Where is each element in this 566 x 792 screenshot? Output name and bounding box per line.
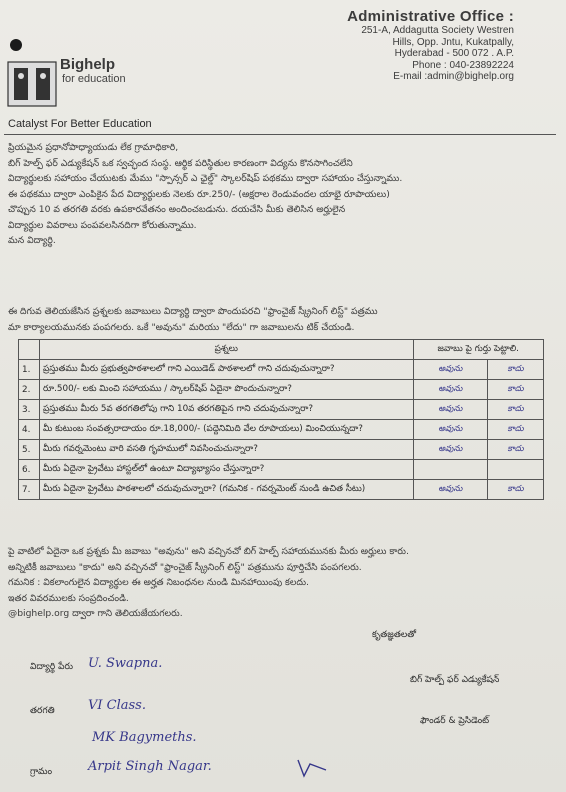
note-line: అన్నిటికీ జవాబులు "కాదు" అని వచ్చినచో "ఫ్రాంచైజ్ స్క్రీనింగ్ లిస్ట్" పత్రమును పూర్తిచేసి పంపగలరు.	[8, 561, 362, 573]
phone-line: Phone : 040-23892224	[412, 59, 514, 71]
intro-line: బిగ్ హెల్ప్ ఫర్ ఎడ్యుకేషన్ ఒక స్వచ్ఛంద సంస్థ. ఆర్థిక పరిస్థితుల కారణంగా విద్యను కొనసాగించలేని	[8, 157, 353, 169]
punch-hole	[10, 39, 22, 51]
instruction-paragraph	[8, 304, 550, 335]
note-line: ఇతర వివరములకు సంప్రదించండి.	[8, 592, 129, 604]
table-row: 5. మీరు గవర్నమెంటు వారి వసతి గృహములో నివసించుచున్నారా? అవును కాదు	[19, 440, 544, 460]
org-signature: బిగ్ హెల్ప్ ఫర్ ఎడ్యుకేషన్	[410, 675, 500, 685]
table-row: 7. మీరు ఏదైనా ప్రైవేటు పాఠశాలలో చదువుచున్నారా? (గమనిక - గవర్నమెంట్ నుండి ఉచిత సీటు) అవును కాదు	[19, 480, 544, 500]
questions-header: ప్రశ్నలు	[40, 340, 414, 360]
table-row: 4. మీ కుటుంబ సంవత్సరాదాయం రూ.18,000/- (పద్దెనిమిది వేల రూపాయలు) మించియున్నదా? అవును కాదు	[19, 420, 544, 440]
answer-yes[interactable]: అవును	[413, 480, 488, 500]
table-row: 1. ప్రస్తుతము మీరు ప్రభుత్వపాఠశాలలో గాని ఎయిడెడ్ పాఠశాలలో గాని చదువుచున్నారా? అవును కాదు	[19, 360, 544, 380]
table-row: 2. రూ.500/- లకు మించి సహాయము / స్కాలర్‌షిప్ ఏదైనా పొందుచున్నారా? అవును కాదు	[19, 380, 544, 400]
answers-header: జవాబు పై గుర్తు పెట్టాలి.	[413, 340, 544, 360]
intro-paragraph	[8, 140, 550, 249]
question-text: రూ.500/- లకు మించి సహాయము / స్కాలర్‌షిప్ ఏదైనా పొందుచున్నారా?	[40, 380, 414, 400]
answer-no[interactable]: కాదు	[488, 360, 544, 380]
field-label-village: గ్రామం	[30, 767, 53, 777]
question-text: ప్రస్తుతము మీరు 5వ తరగతిలోపు గాని 10వ తరగతిపైన గాని చదువుచున్నారా?	[40, 400, 414, 420]
answer-no[interactable]: కాదు	[488, 420, 544, 440]
intro-line: చొప్పున 10 వ తరగతి వరకు ఉపకారవేతనం అందించబడును. దయచేసి మీకు తెలిసిన అర్హులైన	[8, 204, 346, 215]
tagline: Catalyst For Better Education	[8, 118, 152, 130]
address-line: Hills, Opp. Jntu, Kukatpally,	[392, 36, 514, 48]
field-label-name: విద్యార్థి పేరు	[30, 662, 73, 672]
answer-no[interactable]: కాదు	[488, 440, 544, 460]
table-row: 3. ప్రస్తుతము మీరు 5వ తరగతిలోపు గాని 10వ తరగతిపైన గాని చదువుచున్నారా? అవును కాదు	[19, 400, 544, 420]
question-text: మీరు గవర్నమెంటు వారి వసతి గృహములో నివసించుచున్నారా?	[40, 440, 414, 460]
field-value-village[interactable]: Arpit Singh Nagar.	[88, 759, 212, 774]
note-line: గమనిక : వికలాంగులైన విద్యార్థుల ఈ అర్హత నిబంధనల నుండి మినహాయింపు కలదు.	[8, 577, 309, 588]
intro-line: విద్యార్థులకు సహాయం చేయుటకు మేము "స్పాన్సర్ ఎ ఛైల్డ్" స్కాలర్‌షిప్ పథకము ద్వారా సహాయం చేస్తున్నాము.	[8, 173, 403, 184]
table-header-row	[19, 340, 544, 360]
answer-no[interactable]: కాదు	[488, 380, 544, 400]
table-row: 6. మీరు ఏదైనా ప్రైవేటు హాస్టల్‌లో ఉంటూ విద్యాభ్యాసం చేస్తున్నారా?	[19, 460, 544, 480]
bighelp-logo-icon	[6, 56, 58, 108]
answer-yes[interactable]: అవును	[413, 360, 488, 380]
brand-subtitle: for education	[62, 73, 126, 85]
answer-yes[interactable]	[413, 460, 488, 480]
question-text: మీరు ఏదైనా ప్రైవేటు హాస్టల్‌లో ఉంటూ విద్యాభ్యాసం చేస్తున్నారా?	[40, 460, 414, 480]
signature-scribble-icon	[296, 756, 336, 780]
note-line: @bighelp.org ద్వారా గాని తెలియజేయగలరు.	[8, 608, 183, 619]
notes-paragraph	[8, 544, 550, 622]
answer-no[interactable]: కాదు	[488, 400, 544, 420]
note-line: పై వాటిలో ఏదైనా ఒక ప్రశ్నకు మీ జవాబు "అవును" అని వచ్చినచో బిగ్ హెల్ప్ సహాయమునకు మీరు అర్హులు కారు.	[8, 546, 409, 557]
thanks-text: కృతజ్ఞతలతో	[372, 630, 417, 640]
office-title: Administrative Office :	[347, 8, 514, 25]
office-address	[347, 8, 514, 83]
question-text: మీ కుటుంబ సంవత్సరాదాయం రూ.18,000/- (పద్దెనిమిది వేల రూపాయలు) మించియున్నదా?	[40, 420, 414, 440]
field-label-class: తరగతి	[30, 706, 55, 716]
intro-line: మన విద్యార్థి.	[8, 235, 56, 246]
intro-line: ఈ పథకము ద్వారా ఎంపికైన పేద విద్యార్థులకు నెలకు రూ.250/- (అక్షరాల రెండువందల యాభై రూపాయలు)	[8, 188, 390, 200]
question-text: ప్రస్తుతము మీరు ప్రభుత్వపాఠశాలలో గాని ఎయిడెడ్ పాఠశాలలో గాని చదువుచున్నారా?	[40, 360, 414, 380]
answer-yes[interactable]: అవును	[413, 420, 488, 440]
answer-yes[interactable]: అవును	[413, 440, 488, 460]
header-divider	[4, 134, 556, 135]
instruction-line: మా కార్యాలయమునకు పంపగలరు. ఒకే "అవును" మరియు "లేదు" గా జవాబులను టిక్ చేయండి.	[8, 321, 355, 333]
answer-no[interactable]: కాదు	[488, 480, 544, 500]
address-line: 251-A, Addagutta Society Westren	[361, 25, 514, 36]
field-label-school	[30, 736, 59, 748]
address-line: Hyderabad - 500 072 . A.P.	[394, 48, 514, 59]
answer-yes[interactable]: అవును	[413, 380, 488, 400]
field-value-school[interactable]: MK Bagymeths.	[92, 730, 197, 745]
salutation: ప్రియమైన ప్రధానోపాధ్యాయుడు లేక గ్రామాధికారి,	[8, 142, 179, 153]
instruction-line: ఈ దిగువ తెలియజేసిన ప్రశ్నలకు జవాబులు విద్యార్థి ద్వారా పొందుపరచి "ఫ్రాంచైజ్ స్క్రీనింగ్ లిస్ట్" పత్రము	[8, 306, 378, 317]
question-text: మీరు ఏదైనా ప్రైవేటు పాఠశాలలో చదువుచున్నారా? (గమనిక - గవర్నమెంట్ నుండి ఉచిత సీటు)	[40, 480, 414, 500]
field-value-class[interactable]: VI Class.	[88, 698, 146, 713]
answer-yes[interactable]: అవును	[413, 400, 488, 420]
intro-line: విద్యార్థుల వివరాలు పంపవలసినదిగా కోరుతున్నాము.	[8, 219, 197, 231]
founder-title: ఫౌండర్ & ప్రెసిడెంట్	[420, 716, 490, 726]
eligibility-table	[18, 339, 544, 500]
brand-name: Bighelp	[60, 56, 115, 73]
email-line: E-mail :admin@bighelp.org	[393, 71, 514, 82]
field-value-name[interactable]: U. Swapna.	[88, 656, 163, 671]
answer-no[interactable]	[488, 460, 544, 480]
